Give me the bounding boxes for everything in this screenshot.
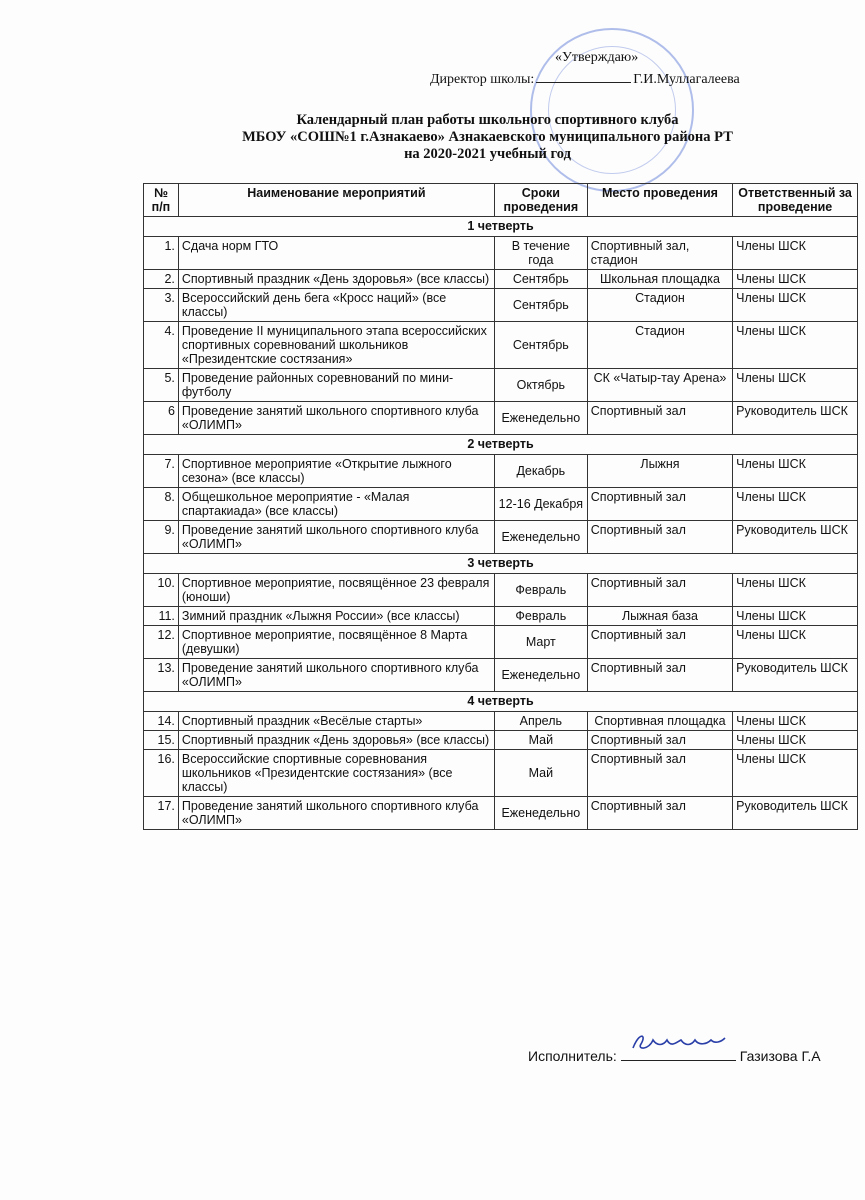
director-position: Директор школы:: [430, 72, 535, 87]
event-place: Спортивный зал, стадион: [587, 237, 732, 270]
row-number: 16.: [144, 750, 179, 797]
quarter-label: 4 четверть: [144, 692, 858, 712]
event-dates: Май: [494, 731, 587, 750]
event-name: Зимний праздник «Лыжня России» (все классы): [178, 607, 494, 626]
event-name: Спортивное мероприятие, посвящённое 8 Марта (девушки): [178, 626, 494, 659]
row-number: 4.: [144, 322, 179, 369]
title-line-3: на 2020-2021 учебный год: [404, 146, 571, 162]
event-name: Спортивный праздник «Весёлые старты»: [178, 712, 494, 731]
event-dates: В течение года: [494, 237, 587, 270]
table-row: [144, 607, 858, 626]
table-row: [144, 369, 858, 402]
table-row: [144, 270, 858, 289]
event-place: Спортивный зал: [587, 574, 732, 607]
table-row: [144, 731, 858, 750]
quarter-row: [144, 692, 858, 712]
event-dates: Февраль: [494, 574, 587, 607]
row-number: 10.: [144, 574, 179, 607]
event-responsible: Руководитель ШСК: [733, 797, 858, 830]
event-name: Спортивное мероприятие, посвящённое 23 февраля (юноши): [178, 574, 494, 607]
table-header-row: [144, 184, 858, 217]
event-name: Проведение районных соревнований по мини-футболу: [178, 369, 494, 402]
event-responsible: Руководитель ШСК: [733, 659, 858, 692]
quarter-label: 3 четверть: [144, 554, 858, 574]
event-place: Лыжная база: [587, 607, 732, 626]
event-place: Спортивный зал: [587, 659, 732, 692]
table-row: [144, 574, 858, 607]
table-row: [144, 488, 858, 521]
row-number: 14.: [144, 712, 179, 731]
title-line-1: Календарный план работы школьного спортивного клуба: [296, 112, 679, 128]
event-dates: Сентябрь: [494, 289, 587, 322]
event-responsible: Руководитель ШСК: [733, 521, 858, 554]
event-dates: Сентябрь: [494, 270, 587, 289]
event-responsible: Члены ШСК: [733, 712, 858, 731]
signature-icon: [629, 1030, 729, 1056]
row-number: 11.: [144, 607, 179, 626]
event-dates: Декабрь: [494, 455, 587, 488]
event-name: Спортивный праздник «День здоровья» (все классы): [178, 270, 494, 289]
quarter-label: 2 четверть: [144, 435, 858, 455]
event-place: Спортивный зал: [587, 731, 732, 750]
table-row: [144, 626, 858, 659]
row-number: 9.: [144, 521, 179, 554]
event-place: Спортивный зал: [587, 488, 732, 521]
table-row: [144, 659, 858, 692]
event-responsible: Члены ШСК: [733, 488, 858, 521]
event-dates: Сентябрь: [494, 322, 587, 369]
event-name: Спортивный праздник «День здоровья» (все классы): [178, 731, 494, 750]
event-place: Спортивный зал: [587, 402, 732, 435]
event-name: Спортивное мероприятие «Открытие лыжного сезона» (все классы): [178, 455, 494, 488]
event-responsible: Члены ШСК: [733, 731, 858, 750]
row-number: 3.: [144, 289, 179, 322]
quarter-label: 1 четверть: [144, 217, 858, 237]
event-responsible: Члены ШСК: [733, 626, 858, 659]
executor-name: Газизова Г.А: [739, 1048, 821, 1064]
event-dates: Еженедельно: [494, 797, 587, 830]
event-place: Спортивный зал: [587, 797, 732, 830]
event-dates: Еженедельно: [494, 402, 587, 435]
event-place: Лыжня: [587, 455, 732, 488]
row-number: 2.: [144, 270, 179, 289]
event-responsible: Члены ШСК: [733, 289, 858, 322]
event-name: Всероссийский день бега «Кросс наций» (все классы): [178, 289, 494, 322]
event-responsible: Члены ШСК: [733, 574, 858, 607]
row-number: 8.: [144, 488, 179, 521]
event-place: Спортивный зал: [587, 750, 732, 797]
event-place: Спортивный зал: [587, 521, 732, 554]
row-number: 6: [144, 402, 179, 435]
event-place: СК «Чатыр-тау Арена»: [587, 369, 732, 402]
event-responsible: Члены ШСК: [733, 455, 858, 488]
director-signature-line: [536, 70, 631, 83]
event-place: Стадион: [587, 322, 732, 369]
table-body: [144, 217, 858, 830]
event-dates: Февраль: [494, 607, 587, 626]
executor-label: Исполнитель:: [528, 1048, 617, 1064]
event-dates: Еженедельно: [494, 521, 587, 554]
event-responsible: Руководитель ШСК: [733, 402, 858, 435]
table-row: [144, 521, 858, 554]
event-place: Стадион: [587, 289, 732, 322]
event-responsible: Члены ШСК: [733, 607, 858, 626]
event-responsible: Члены ШСК: [733, 750, 858, 797]
executor-signature: [621, 1046, 736, 1061]
event-dates: Апрель: [494, 712, 587, 731]
quarter-row: [144, 554, 858, 574]
row-number: 5.: [144, 369, 179, 402]
event-place: Спортивный зал: [587, 626, 732, 659]
event-name: Проведение занятий школьного спортивного клуба «ОЛИМП»: [178, 659, 494, 692]
header-dates: Сроки проведения: [494, 184, 587, 217]
event-name: Всероссийские спортивные соревнования школьников «Президентские состязания» (все классы): [178, 750, 494, 797]
event-dates: Еженедельно: [494, 659, 587, 692]
table-row: [144, 455, 858, 488]
event-name: Проведение занятий школьного спортивного клуба «ОЛИМП»: [178, 521, 494, 554]
event-dates: Май: [494, 750, 587, 797]
event-place: Школьная площадка: [587, 270, 732, 289]
event-name: Проведение занятий школьного спортивного клуба «ОЛИМП»: [178, 797, 494, 830]
approval-label: «Утверждаю»: [555, 50, 639, 65]
event-dates: Октябрь: [494, 369, 587, 402]
header-name: Наименование мероприятий: [178, 184, 494, 217]
quarter-row: [144, 217, 858, 237]
header-resp: Ответственный за проведение: [733, 184, 858, 217]
row-number: 7.: [144, 455, 179, 488]
event-dates: 12-16 Декабря: [494, 488, 587, 521]
director-name: Г.И.Муллагалеева: [633, 72, 740, 87]
row-number: 17.: [144, 797, 179, 830]
header-place: Место проведения: [587, 184, 732, 217]
events-table: [143, 183, 858, 830]
event-responsible: Члены ШСК: [733, 322, 858, 369]
row-number: 1.: [144, 237, 179, 270]
event-name: Проведение занятий школьного спортивного клуба «ОЛИМП»: [178, 402, 494, 435]
event-responsible: Члены ШСК: [733, 237, 858, 270]
table-row: [144, 237, 858, 270]
row-number: 15.: [144, 731, 179, 750]
quarter-row: [144, 435, 858, 455]
table-row: [144, 712, 858, 731]
header-num: № п/п: [144, 184, 179, 217]
table-row: [144, 797, 858, 830]
event-responsible: Члены ШСК: [733, 369, 858, 402]
event-name: Сдача норм ГТО: [178, 237, 494, 270]
table-row: [144, 402, 858, 435]
event-dates: Март: [494, 626, 587, 659]
executor-block: [528, 1046, 821, 1064]
table-row: [144, 322, 858, 369]
page-title: [0, 112, 865, 163]
event-responsible: Члены ШСК: [733, 270, 858, 289]
row-number: 13.: [144, 659, 179, 692]
table-row: [144, 750, 858, 797]
title-line-2: МБОУ «СОШ№1 г.Азнакаево» Азнакаевского муниципального района РТ: [242, 129, 733, 145]
director-line: [430, 70, 740, 88]
event-place: Спортивная площадка: [587, 712, 732, 731]
event-name: Общешкольное мероприятие - «Малая спартакиада» (все классы): [178, 488, 494, 521]
row-number: 12.: [144, 626, 179, 659]
event-name: Проведение II муниципального этапа всероссийских спортивных соревнований школьников «Президентские состязания»: [178, 322, 494, 369]
table-row: [144, 289, 858, 322]
